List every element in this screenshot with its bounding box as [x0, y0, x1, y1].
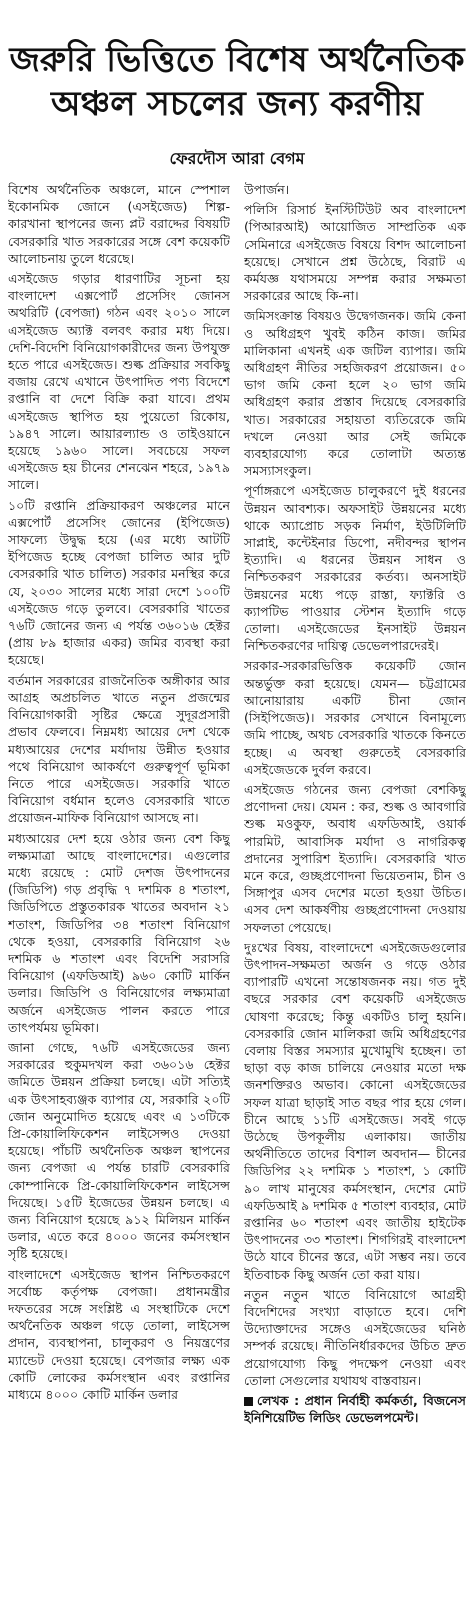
right-column	[244, 181, 466, 1621]
paragraph: পলিসি রিসার্চ ইনস্টিটিউট অব বাংলাদেশ (পিআরআই) আয়োজিত সাম্প্রতিক এক সেমিনারে এসইজেড বিষয়ে বিশদ আলোচনা হয়েছে। সেখানে প্রশ্ন উঠেছে, বিরাট এ কর্মযজ্ঞ যথাসময়ে সম্পন্ন করার সক্ষমতা সরকারের আছে কি-না।	[244, 202, 466, 304]
left-column	[8, 181, 230, 1621]
byline: ফেরদৌস আরা বেগম	[169, 149, 305, 168]
paragraph: জানা গেছে, ৭৬টি এসইজেডের জন্য সরকারের হুকুমদখল করা ৩৬০১৬ হেক্টর জমিতে উন্নয়ন প্রক্রিয়া চলছে। এটা সত্যিই এক উৎসাহব্যঞ্জক ব্যাপার যে, সরকারি ২০টি জোন অনুমোদিত হয়েছে এবং এ ১৩টিকে প্রি-কোয়ালিফিকেশন লাইসেন্সও দেওয়া হয়েছে। পাঁচটি অর্থনৈতিক অঞ্চল স্থাপনের জন্য বেপজা এ পর্যন্ত চারটি বেসরকারি কোম্পানিকে প্রি-কোয়ালিফিকেশন লাইসেন্স দিয়েছে। ১৫টি ইজেডের উন্নয়ন চলছে। এ জন্য বিনিয়োগ হয়েছে ৯১২ মিলিয়ন মার্কিন ডলার, এতে করে ৪০০০ জনের কর্মসংস্থান সৃষ্টি হয়েছে।	[8, 1039, 230, 1262]
paragraph: বর্তমান সরকারের রাজনৈতিক অঙ্গীকার আর আগ্রহ অপ্রচলিত খাতে নতুন প্রজন্মের বিনিয়োগকারী সৃষ্টির ক্ষেত্রে সুদূরপ্রসারী প্রভাব ফেলবে। নিম্নমধ্য আয়ের দেশ থেকে মধ্যআয়ের দেশের মর্যাদায় উন্নীত হওয়ার পথে বিনিয়োগ আকর্ষণে গুরুত্বপূর্ণ ভূমিকা নিতে পারে এসইজেড। সরকারি খাতে বিনিয়োগ বর্ধমান হলেও বেসরকারি খাতে প্রয়োজন-মাফিক বিনিয়োগ আসছে না।	[8, 672, 230, 826]
paragraph: জমিসংক্রান্ত বিষয়ও উদ্বেগজনক। জমি কেনা ও অধিগ্রহণ খুবই কঠিন কাজ। জমির মালিকানা এখনই এক জটিল ব্যাপার। জমি অধিগ্রহণ নীতির সহজিকরণ প্রয়োজন। ৫০ ভাগ জমি কেনা হলে ২০ ভাগ জমি অধিগ্রহণ করার প্রস্তাব দিয়েছে বেসরকারি খাত। সরকারের সহায়তা ব্যতিরেকে জমি দখলে নেওয়া আর সেই জমিকে ব্যবহারযোগ্য করে তোলাটা অত্যন্ত সমস্যাসংকুল।	[244, 308, 466, 479]
article-body	[8, 181, 466, 1621]
paragraph: বাংলাদেশে এসইজেড স্থাপন নিশ্চিতকরণে সর্বোচ্চ কর্তৃপক্ষ বেপজা। প্রধানমন্ত্রীর দফতরের সঙ্গে সংশ্লিষ্ট এ সংস্থাটিকে দেশে অর্থনৈতিক অঞ্চল গড়ে তোলা, লাইসেন্স প্রদান, ব্যবস্থাপনা, চালুকরণ ও নিয়ন্ত্রণের ম্যান্ডেট দেওয়া হয়েছে। বেপজার লক্ষ্য এক কোটি লোকের কর্মসংস্থান এবং রপ্তানির মাধ্যমে ৪০০০ কোটি মার্কিন ডলার	[8, 1266, 230, 1403]
headline-line-1: জরুরি ভিত্তিতে বিশেষ অর্থনৈতিক	[9, 40, 465, 80]
paragraph: দুঃখের বিষয়, বাংলাদেশে এসইজেডগুলোর উৎপাদন-সক্ষমতা অর্জন ও গড়ে ওঠার ব্যাপারটি এখনো সন্তোষজনক নয়। গত দুই বছরে সরকার বেশ কয়েকটি এসইজেড ঘোষণা করেছে; কিন্তু একটিও চালু হয়নি। বেসরকারি জোন মালিকরা জমি অধিগ্রহণের বেলায় বিস্তর সমস্যার মুখোমুখি হচ্ছেন। তা ছাড়া বড় কাজ চালিয়ে নেওয়ার মতো দক্ষ জনশক্তিরও অভাব। কোনো এসইজেডের সফল যাত্রা ছাড়াই সাত বছর পার হয়ে গেল। চীনে আছে ১১টি এসইজেড। সবই গড়ে উঠেছে উপকূলীয় এলাকায়। জাতীয় অর্থনীতিতে তাদের বিশাল অবদান— চীনের জিডিপির ২২ দশমিক ১ শতাংশ, ১ কোটি ৯০ লাখ মানুষের কর্মসংস্থান, দেশের মোট এফডিআই ৯ দশমিক ৫ শতাংশ ব্যবহার, মোট রপ্তানির ৬০ শতাংশ এবং জাতীয় হাইটেক উৎপাদনের ৩৩ শতাংশ। শিগগিরই বাংলাদেশ উঠে যাবে চীনের স্তরে, এটা সম্ভব নয়। তবে ইতিবাচক কিছু অর্জন তো করা যায়।	[244, 939, 466, 1282]
headline-line-2: অঞ্চল সচলের জন্য করণীয়	[51, 84, 423, 124]
paragraph: উপার্জন।	[244, 182, 290, 197]
square-bullet-icon	[244, 1397, 253, 1406]
paragraph: নতুন নতুন খাতে বিনিয়োগে আগ্রহী বিদেশিদের সংখ্যা বাড়াতে হবে। দেশি উদ্যোক্তাদের সঙ্গেও এসইজেডের ঘনিষ্ঠ সম্পর্ক রয়েছে। নীতিনির্ধারকদের উচিত দ্রুত প্রয়োগযোগ্য কিছু পদক্ষেপ নেওয়া এবং তোলা সেগুলোর যথাযথ বাস্তবায়ন।	[244, 1286, 466, 1388]
paragraph: মধ্যআয়ের দেশ হয়ে ওঠার জন্য বেশ কিছু লক্ষ্যমাত্রা আছে বাংলাদেশের। এগুলোর মধ্যে রয়েছে : মোট দেশজ উৎপাদনের (জিডিপি) গড় প্রবৃদ্ধি ৭ দশমিক ৪ শতাংশ, জিডিপিতে প্রস্তুতকারক খাতের অবদান ২১ শতাংশ, জিডিপির ৩৪ শতাংশ বিনিয়োগ থেকে হওয়া, বেসরকারি বিনিয়োগ ২৬ দশমিক ৬ শতাংশ এবং বিদেশি সরাসরি বিনিয়োগ (এফডিআই) ৯৬০ কোটি মার্কিন ডলার। জিডিপি ও বিনিয়োগের লক্ষ্যমাত্রা অর্জনে এসইজেড পালন করতে পারে তাৎপর্যময় ভূমিকা।	[8, 830, 230, 1035]
author-note-text: প্রধান নির্বাহী কর্মকর্তা, বিজনেস ইনিশিয়েটিভ লিডিং ডেভেলপমেন্ট।	[244, 1393, 466, 1426]
paragraph: ১০টি রপ্তানি প্রক্রিয়াকরণ অঞ্চলের মানে এক্সপোর্ট প্রসেসিং জোনের (ইপিজেড) সাফল্যে উদ্বুদ্ধ হয়ে (এর মধ্যে আটটি ইপিজেড হচ্ছে বেপজা চালিত আর দুটি বেসরকারি খাত চালিত) সরকার মনস্থির করে যে, ২০৩০ সালের মধ্যে সারা দেশে ১০০টি এসইজেড গড়ে তুলবে। বেসরকারি খাতের ৭৬টি জোনের জন্য এ পর্যন্ত ৩৬০১৬ হেক্টর (প্রায় ৮৯ হাজার একর) জমির ব্যবস্থা করা হয়েছে।	[8, 497, 230, 668]
author-note	[244, 1392, 466, 1426]
paragraph: সরকার-সরকারভিত্তিক কয়েকটি জোন অন্তর্ভুক্ত করা হয়েছে। যেমন— চট্টগ্রামের আনোয়ারায় একটি চীনা জোন (সিইপিজেড)। সরকার সেখানে বিনামূল্যে জমি পাচ্ছে, অথচ বেসরকারি খাতকে কিনতে হচ্ছে। এ অবস্থা গুরুতেই বেসরকারি এসইজেডকে দুর্বল করবে।	[244, 658, 466, 777]
paragraph: পূর্ণাঙ্গরূপে এসইজেড চালুকরণে দুই ধরনের উন্নয়ন আবশ্যক। অফসাইট উন্নয়নের মধ্যে থাকে অ্যাপ্রোচ সড়ক নির্মাণ, ইউটিলিটি সাপ্লাই, কন্টেইনার ডিপো, নদীবন্দর স্থাপন ইত্যাদি। এ ধরনের উন্নয়ন সাধন ও নিশ্চিতকরণ সরকারের কর্তব্য। অনসাইট উন্নয়নের মধ্যে পড়ে রাস্তা, ফ্যাক্টরি ও ক্যাপটিভ পাওয়ার স্টেশন ইত্যাদি গড়ে তোলা। এসইজেডের ইনসাইট উন্নয়ন নিশ্চিতকরণের দায়িত্ব ডেভেলপারদেরই।	[244, 483, 466, 654]
author-note-label: লেখক :	[257, 1393, 300, 1409]
paragraph: এসইজেড গড়ার ধারণাটির সূচনা হয় বাংলাদেশ এক্সপোর্ট প্রসেসিং জোনস অথরিটি (বেপজা) গঠন এবং ২০১০ সালে এসইজেড অ্যাক্ট বলবৎ করার মধ্য দিয়ে। দেশি-বিদেশি বিনিয়োগকারীদের জন্য উপযুক্ত হতে পারে এসইজেড। শুল্ক প্রক্রিয়ার সবকিছু বজায় রেখে এখানে উৎপাদিত পণ্য বিদেশে রপ্তানি বা দেশে বিক্রি করা যাবে। প্রথম এসইজেড স্থাপিত হয় পুয়েতো রিকোয়, ১৯৪৭ সালে। আয়ারল্যান্ড ও তাইওয়ানে হয়েছে ১৯৬০ সালে। সবচেয়ে সফল এসইজেড হয় চীনের শেনঝেন শহরে, ১৯৭৯ সালে।	[8, 271, 230, 493]
paragraph: এসইজেড গঠনের জন্য বেপজা বেশকিছু প্রণোদনা দেয়। যেমন : কর, শুল্ক ও আবগারি শুল্ক মওকুফ, অবাধ এফডিআই, ওয়ার্ক পারমিট, আবাসিক মর্যাদা ও নাগরিকত্ব প্রদানের সুপারিশ ইত্যাদি। বেসরকারি খাত মনে করে, গুচ্ছপ্রণোদনা ভিয়েতনাম, চীন ও সিঙ্গাপুর এসব দেশের মতো হওয়া উচিত। এসব দেশ আকর্ষণীয় গুচ্ছপ্রণোদনা দেওয়ায় সফলতা পেয়েছে।	[244, 781, 466, 935]
paragraph: বিশেষ অর্থনৈতিক অঞ্চলে, মানে স্পেশাল ইকোনমিক জোনে (এসইজেড) শিল্প-কারখানা স্থাপনের জন্য প্লট বরাদ্দের বিষয়টি বেসরকারি খাত সরকারের সঙ্গে বেশ কয়েকটি আলোচনায় তুলে ধরেছে।	[8, 182, 230, 266]
